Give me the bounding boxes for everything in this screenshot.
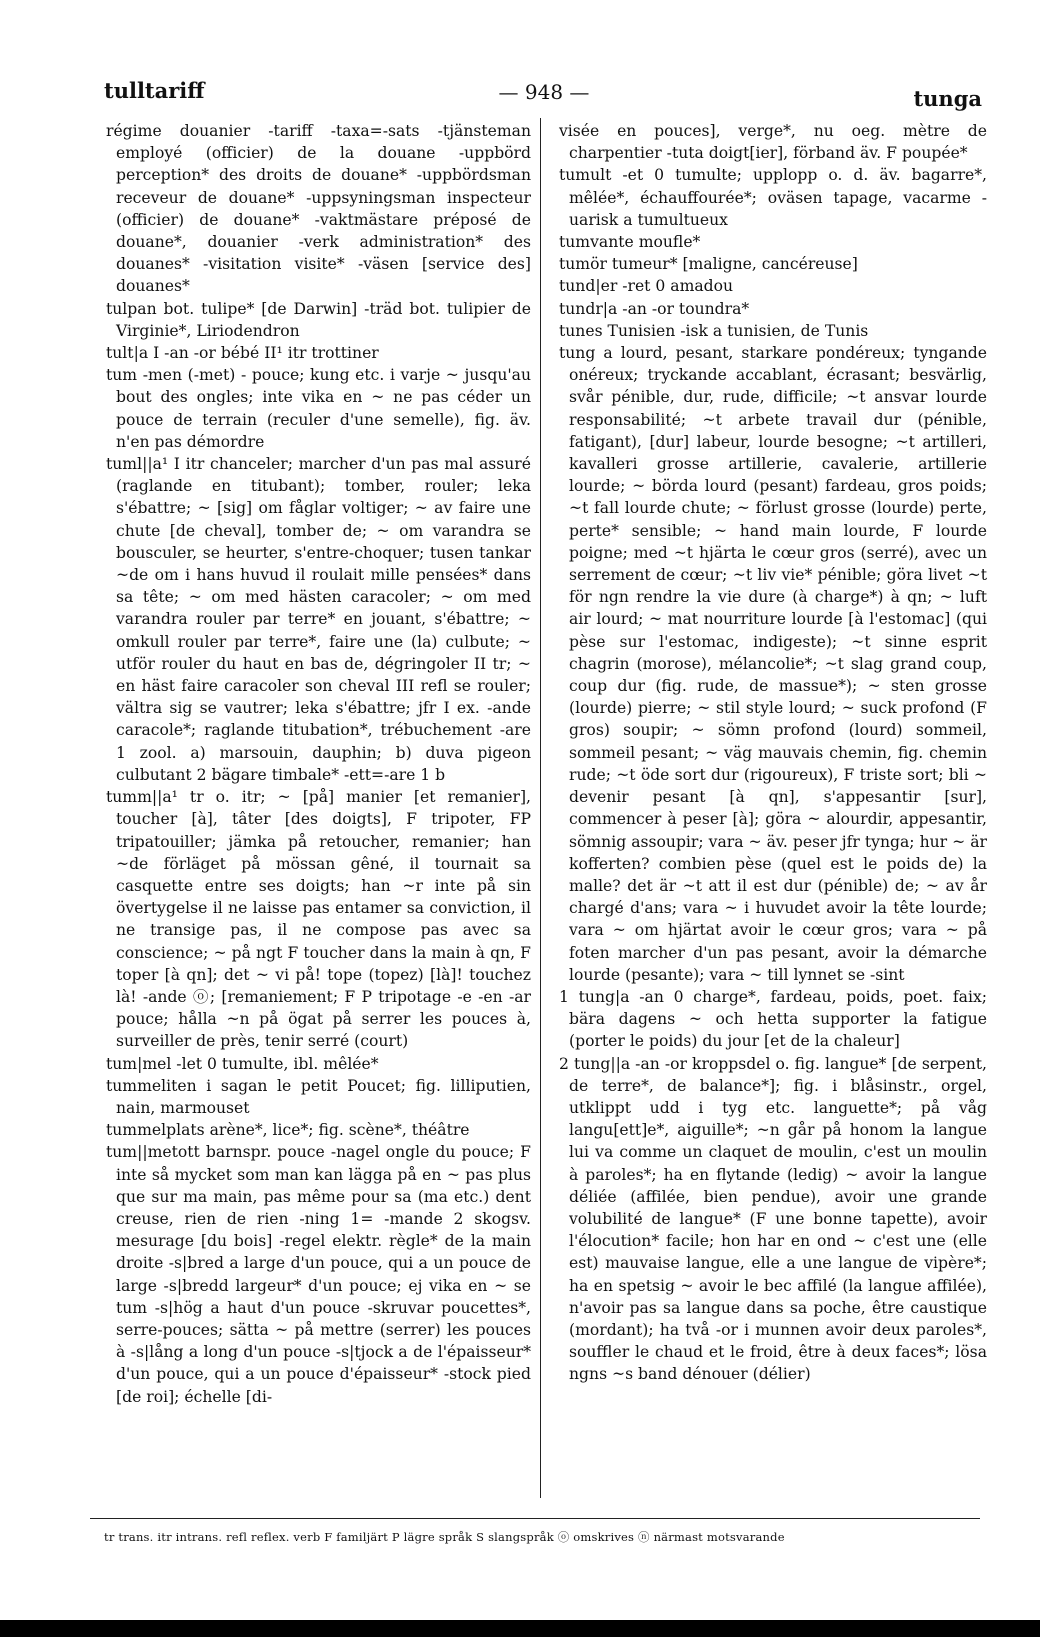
column-divider [540,118,541,1498]
footer-rule [90,1518,980,1519]
entry-tunder: tund|er -ret 0 amadou [559,277,734,296]
entry-tumstock-cont: visée en pouces], verge*, nu oeg. mètre de charpentier -tuta doigt[ier], förband äv. F poupée* [559,122,987,163]
entry-tung: tung a lourd, pesant, starkare pondéreux; tyngande onéreux; tryckande accablant, écrasant; besvärlig, svår pénible, dur, rude, difficile; ~t ansvar lourde responsabilité; ~t arbete travail dur (pénible, fatigant), [dur] labeur, lourde besogne; ~t artilleri, kavalleri grosse artillerie, cavalerie, artillerie lourde; ~ börda lourd (pesant) fardeau, gros poids; ~t fall lourde chute; ~ förlust grosse (lourde) perte, perte* sensible; ~ hand main lourde, F lourde poigne; med ~t hjärta le cœur gros (serré), avec un serrement de cœur; ~t liv vie* pénible; göra livet ~t för ngn rendre la vie dure (à charge*) à qn; ~ luft air lourd; ~ mat nourriture lourde [à l'estomac] (qui pèse sur l'estomac, indigeste); ~t sinne esprit chagrin (morose), mélancolie*; ~t slag grand coup, coup dur (fig. rude, de massue*); ~ sten grosse (lourde) pierre; ~ stil style lourd; ~ suck profond (F gros) soupir; ~ sömn profond (lourd) sommeil, sommeil pesant; ~ väg mauvais chemin, fig. chemin rude; ~t öde sort dur (rigoureux), F triste sort; bli ~ devenir pesant [à qn], s'appesantir [sur], commencer à peser [à]; göra ~ alourdir, appesantir, sömnig assoupir; vara ~ äv. peser jfr tynga; hur ~ är kofferten? combien pèse (quel est le poids de) la malle? det är ~t att il est dur (pénible) de; ~ av år chargé d'ans; vara ~ i huvudet avoir la tête lourde; vara ~ om hjärtat avoir le cœur gros; vara ~ på foten marcher d'un pas pesant, avoir la démarche lourde (pesante); vara ~ till lynnet se -sint [559,344,987,984]
entry-tummel: tum|mel -let 0 tumulte, ibl. mêlée* [106,1054,379,1073]
entry-tumult: tumult -et 0 tumulte; upplopp o. d. äv. bagarre*, mêlée*, échauffourée*; oväsen tapage, vacarme -uarisk a tumultueux [559,166,987,229]
entry-tumla: tuml||a¹ I itr chanceler; marcher d'un pas mal assuré (raglande en titubant); tomber, rouler; leka s'ébattre; ~ [sig] om fåglar voltiger; ~ av faire une chute [de cheval], tomber de; ~ om varandra se bousculer, se heurter, s'entre-choquer; tusen tankar ~de om i hans huvud il roulait mille pensées* dans sa tête; ~ om med hästen caracoler; ~ om med varandra rouler par terre* en jouant, s'ébattre; ~ omkull rouler par terre*, faire une (la) culbute; ~ utför rouler du haut en bas de, dégringoler II tr; ~ en häst faire caracoler son cheval III refl se rouler; vältra sig se vautrer; leka s'ébattre; jfr I ex. -ande caracole*; raglande titubation*, trébuchement -are 1 zool. a) marsouin, dauphin; b) duva pigeon culbutant 2 bägare timbale* -ett=-are 1 b [106,455,531,784]
running-head-left: tulltariff [104,78,205,103]
running-head-right: tunga [913,86,982,111]
abbreviation-key: tr trans. itr intrans. refl reflex. verb F familjärt P lägre språk S slangspråk ⓞ omskrives ⓝ närmast motsvarande [104,1530,785,1544]
entry-tummelplats: tummelplats arène*, lice*; fig. scène*, théâtre [106,1121,470,1140]
entry-tummeliten: tummeliten i sagan le petit Poucet; fig. lilliputien, nain, marmouset [106,1076,531,1117]
entry-tulltariff-cont: régime douanier -tariff -taxa=-sats -tjänsteman employé (officier) de la douane -uppbörd perception* des droits de douane* -uppbördsman receveur de douane* -uppsyningsman inspecteur (officier) de douane* -vaktmästare préposé de douane*, douanier -verk administration* des douanes* -visitation visite* -väsen [service des] douanes* [106,122,531,296]
entry-tulpan: tulpan bot. tulipe* [de Darwin] -träd bot. tulipier de Virginie*, Liriodendron [106,299,531,340]
entry-tumma: tumm||a¹ tr o. itr; ~ [på] manier [et remanier], toucher [à], tâter [des doigts], F tripoter, FP tripatouiller; jämka på retoucher, remanier; han ~de förläget på mössan gêné, il tournait sa casquette entre ses doigts; han ~r inte på sin övertygelse il ne laisse pas entamer sa conviction, il ne transige pas, il ne compose pas avec sa conscience; ~ på ngt F toucher dans la main à qn, F toper [à qn]; det ~ vi på! tope (topez) [là]! touchez là! -ande ⓞ; [remaniement; F P tripotage -e -en -ar pouce; hålla ~n på ögat på serrer les pouces à, surveiller de près, tenir serré (court) [106,788,531,1051]
scan-edge [0,1620,1040,1637]
entry-tulta: tult|a I -an -or bébé II¹ itr trottiner [106,344,379,363]
entry-tunes: tunes Tunisien -isk a tunisien, de Tunis [559,321,869,340]
right-column [559,120,987,1386]
entry-tunga-1: 1 tung|a -an 0 charge*, fardeau, poids, poet. faix; bära dagens ~ och hetta supporter la fatigue (porter le poids) du jour [et de la chaleur] [559,987,987,1051]
page-number: — 948 — [498,80,590,104]
entry-tummetott: tum||metott barnspr. pouce -nagel ongle du pouce; F inte så mycket som man kan lägga på en ~ pas plus que sur ma main, pas même pour sa (ma etc.) dent creuse, rien de rien -ning 1= -mande 2 skogsv. mesurage [du bois] -regel elektr. règle* de la main droite -s|bred a large d'un pouce, qui a un pouce de large -s|bredd largeur* d'un pouce; ej vika en ~ se tum -s|hög a haut d'un pouce -skruvar poucettes*, serre-pouces; sätta ~ på mettre (serrer) les pouces à -s|lång a long d'un pouce -s|tjock a de l'épaisseur* d'un pouce, qui a un pouce d'épaisseur* -stock pied [de roi]; échelle [di- [106,1143,531,1406]
left-column [106,120,531,1408]
entry-tumor: tumör tumeur* [maligne, cancéreuse] [559,255,858,274]
entry-tum: tum -men (-met) - pouce; kung etc. i varje ~ jusqu'au bout des ongles; inte vika en ~ ne pas céder un pouce de terrain (reculer d'une semelle), fig. äv. n'en pas démordre [106,366,531,451]
entry-tunga-2: 2 tung||a -an -or kroppsdel o. fig. langue* [de serpent, de terre*, de balance*]; fig. i blåsinstr., orgel, utklippt udd i tyg etc. languette*; på våg langu[ett]e*, aiguille*; ~n går på honom la langue lui va comme un claquet de moulin, c'est un moulin à paroles*; ha en flytande (ledig) ~ avoir la langue déliée (affilée, bien pendue), avoir une grande volubilité de langue* (F une bonne tapette), avoir l'élocution* facile; hon har en ond ~ c'est une (elle est) mauvaise langue, elle a une langue de vipère*; ha en spetsig ~ avoir le bec affilé (la langue affilée), n'avoir pas sa langue dans sa poche, être caustique (mordant); ha två -or i munnen avoir deux paroles*, souffler le chaud et le froid, être à deux faces*; lösa ngns ~s band dénouer (délier) [559,1054,987,1384]
entry-tundra: tundr|a -an -or toundra* [559,299,750,318]
entry-tumvante: tumvante moufle* [559,233,701,252]
